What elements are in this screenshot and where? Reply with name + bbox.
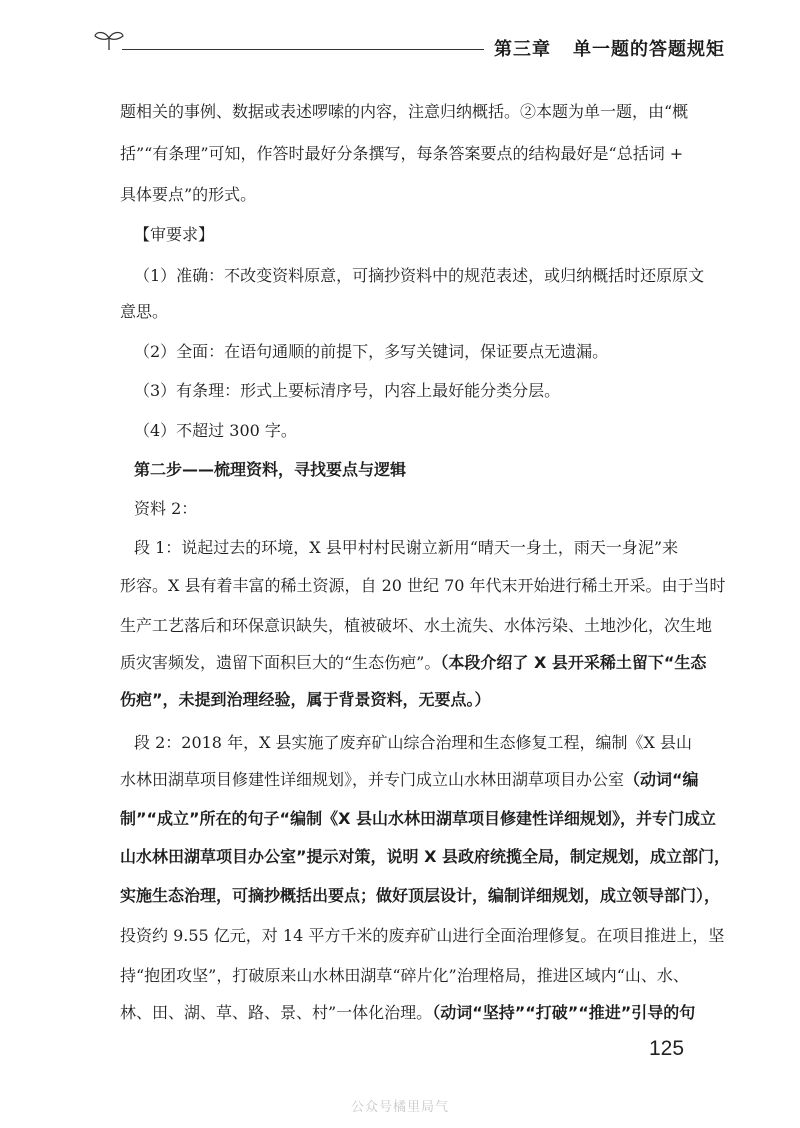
chapter-name: 单一题的答题规矩 [573, 39, 725, 60]
text-line: 持“抱团攻坚”，打破原来山水林田湖草“碎片化”治理格局，推进区域内“山、水、 [120, 966, 689, 985]
annotation-line: 伤疤”，未提到治理经验，属于背景资料，无要点。） [120, 690, 491, 709]
text-line: （3）有条理：形式上要标清序号，内容上最好能分类分层。 [134, 381, 561, 400]
chapter-title [494, 35, 725, 61]
text-line: 题相关的事例、数据或表述啰嗦的内容，注意归纳概括。②本题为单一题，由“概 [120, 102, 689, 121]
text-line: 括”“有条理”可知，作答时最好分条撰写，每条答案要点的结构最好是“总括词 + [120, 144, 684, 163]
annotation-line: 实施生态治理，可摘抄概括出要点；做好顶层设计，编制详细规划，成立领导部门）， [120, 886, 721, 905]
sprout-icon [92, 28, 126, 52]
section-label: 【审要求】 [134, 225, 215, 244]
chapter-number: 第三章 [494, 39, 551, 60]
text-line: （2）全面：在语句通顺的前提下，多写关键词，保证要点无遗漏。 [134, 342, 609, 361]
annotation-run: （本段介绍了 X 县开采稀土留下“生态 [440, 653, 707, 672]
text-run: 水林田湖草项目修建性详细规划》，并专门成立山水林田湖草项目办公室 [120, 770, 625, 789]
watermark: 公众号橘里局气 [350, 1100, 449, 1115]
step-heading: 第二步——梳理资料，寻找要点与逻辑 [134, 460, 407, 479]
header-rule [122, 49, 484, 50]
annotation-line: 山水林田湖草项目办公室”提示对策，说明 X 县政府统揽全局，制定规划，成立部门， [120, 847, 730, 866]
page-number: 125 [649, 1037, 685, 1060]
text-line: 投资约 9.55 亿元，对 14 平方千米的废弃矿山进行全面治理修复。在项目推进上，坚 [120, 926, 725, 945]
annotation-run: （动词“坚持”“打破”“推进”引导的句 [432, 1003, 696, 1022]
text-line: （1）准确：不改变资料原意，可摘抄资料中的规范表述，或归纳概括时还原原文 [134, 266, 705, 285]
text-line: 段 1：说起过去的环境，X 县甲村村民谢立新用“晴天一身土，雨天一身泥”来 [134, 538, 679, 557]
material-label: 资料 2： [134, 499, 198, 518]
text-line [120, 770, 700, 790]
text-line: 生产工艺落后和环保意识缺失，植被破坏、水土流失、水体污染、土地沙化，次生地 [120, 616, 713, 635]
text-line [120, 1003, 700, 1023]
text-line: 具体要点”的形式。 [120, 185, 257, 204]
text-line: 形容。X 县有着丰富的稀土资源，自 20 世纪 70 年代末开始进行稀土开采。由于当时 [120, 576, 726, 595]
text-line: 段 2：2018 年，X 县实施了废弃矿山综合治理和生态修复工程，编制《X 县山 [134, 733, 693, 752]
text-line [120, 653, 707, 673]
text-run: 林、田、湖、草、路、景、村”一体化治理。 [120, 1003, 433, 1022]
annotation-run: （动词“编 [624, 770, 699, 789]
text-line: 意思。 [120, 302, 169, 321]
text-line: （4）不超过 300 字。 [134, 421, 297, 440]
running-header [0, 0, 800, 80]
annotation-line: 制”“成立”所在的句子“编制《X 县山水林田湖草项目修建性详细规划》，并专门成立 [120, 809, 716, 828]
text-run: 质灾害频发，遗留下面积巨大的“生态伤疤”。 [120, 653, 441, 672]
